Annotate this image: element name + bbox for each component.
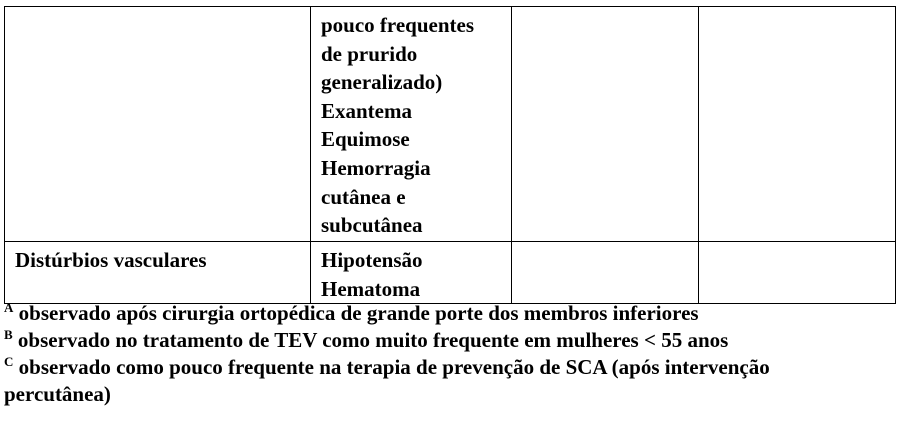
- footnote: [4, 354, 900, 381]
- reaction-line: Hematoma: [321, 276, 421, 301]
- reaction-line: de prurido: [321, 41, 418, 66]
- reaction-line: cutânea e: [321, 184, 406, 209]
- footnote-mark: B: [4, 327, 13, 342]
- footnote: [4, 381, 900, 408]
- category-cell: Distúrbios vasculares: [5, 242, 311, 304]
- frequency-cell: [512, 242, 699, 304]
- table-row: [5, 7, 896, 242]
- footnote-text: observado como pouco frequente na terapia de prevenção de SCA (após intervenção: [18, 355, 770, 379]
- reactions-cell: [311, 242, 512, 304]
- frequency-cell: [512, 7, 699, 242]
- footnote-text: observado após cirurgia ortopédica de grande porte dos membros inferiores: [18, 301, 699, 325]
- reaction-line: Hemorragia: [321, 155, 431, 180]
- footnotes: [4, 300, 900, 408]
- reactions-cell: [311, 7, 512, 242]
- reaction-line: subcutânea: [321, 213, 423, 238]
- footnote: [4, 300, 900, 327]
- footnote-mark: A: [4, 300, 14, 315]
- reaction-line: Exantema: [321, 98, 412, 123]
- footnote-text: observado no tratamento de TEV como muito frequente em mulheres < 55 anos: [17, 328, 729, 352]
- table-row: [5, 242, 896, 304]
- reaction-line: pouco frequentes: [321, 13, 475, 37]
- adverse-reactions-table: [4, 6, 896, 304]
- reaction-line: Hipotensão: [321, 248, 423, 272]
- category-cell: [5, 7, 311, 242]
- footnote-mark: C: [4, 354, 14, 369]
- frequency-cell: [699, 242, 896, 304]
- frequency-cell: [699, 7, 896, 242]
- footnote: [4, 327, 900, 354]
- reaction-line: generalizado): [321, 70, 443, 95]
- reaction-line: Equimose: [321, 127, 410, 152]
- footnote-text: percutânea): [4, 382, 111, 406]
